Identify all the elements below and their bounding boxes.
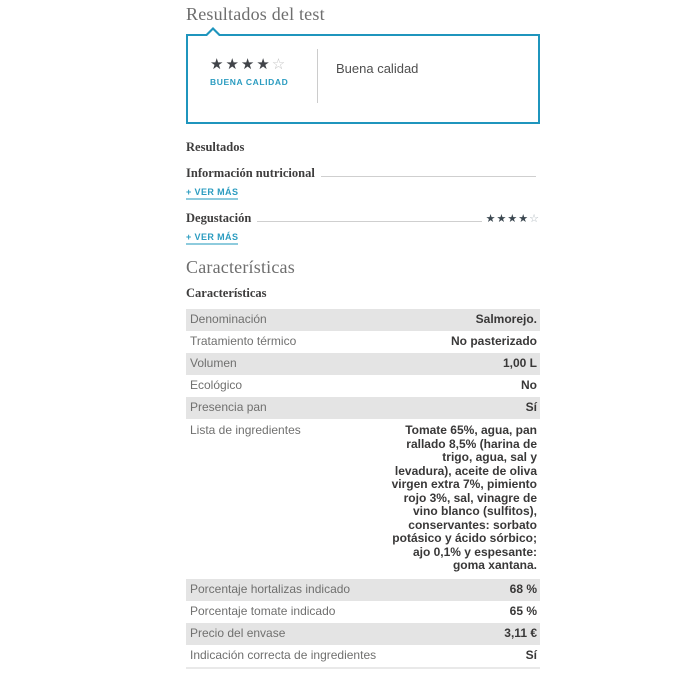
table-row-ingredients xyxy=(186,419,540,579)
row-value: No pasterizado xyxy=(450,334,537,349)
row-value: 1,00 L xyxy=(502,356,537,371)
row-label: Denominación xyxy=(190,312,267,327)
table-row xyxy=(186,645,540,667)
star-empty: ☆ xyxy=(529,213,540,225)
table-row xyxy=(186,397,540,419)
row-label: Porcentaje tomate indicado xyxy=(190,603,336,618)
row-label: Indicación correcta de ingredientes xyxy=(190,647,377,662)
stars-filled: ★★★★ xyxy=(485,213,530,225)
row-label: Lista de ingredientes xyxy=(190,423,301,437)
result-row-label: Información nutricional xyxy=(186,166,315,180)
result-row-nutrition xyxy=(186,166,540,180)
row-value: 65 % xyxy=(509,603,537,618)
rating-summary-text: Buena calidad xyxy=(336,61,419,76)
rating-label: BUENA CALIDAD xyxy=(210,77,289,87)
stars-filled: ★★★★ xyxy=(210,56,272,73)
main-content xyxy=(186,0,540,669)
table-row xyxy=(186,309,540,331)
row-value: No xyxy=(521,378,537,393)
bottom-divider xyxy=(186,667,540,669)
row-value: Salmorejo. xyxy=(475,312,537,327)
table-row xyxy=(186,353,540,375)
row-value: 3,11 € xyxy=(504,625,537,640)
caret-up-icon xyxy=(204,27,222,36)
row-label: Tratamiento térmico xyxy=(190,334,297,349)
row-label: Precio del envase xyxy=(190,625,286,640)
rating-block xyxy=(188,36,317,122)
characteristics-table xyxy=(186,309,540,669)
table-row xyxy=(186,331,540,353)
characteristics-heading: Características xyxy=(186,257,295,277)
table-row xyxy=(186,601,540,623)
row-label: Presencia pan xyxy=(190,400,267,415)
results-section-heading: Resultados xyxy=(186,140,245,154)
page-title: Resultados del test xyxy=(186,4,325,24)
star-rating-icon xyxy=(486,213,540,225)
star-empty: ☆ xyxy=(271,56,288,73)
leader-line xyxy=(321,176,536,177)
test-result-summary-box xyxy=(186,34,540,124)
row-value: Tomate 65%, agua, pan rallado 8,5% (harina de trigo, agua, sal y levadura), aceite de oliva virgen extra 7%, pimiento rojo 3%, sal, vinagre de vino blanco (sulfitos), conservantes: sorbato potásico y ácido sórbico; ajo 0,1% y espesante: goma xantana. xyxy=(391,423,537,572)
row-value: Sí xyxy=(525,647,537,662)
table-row xyxy=(186,623,540,645)
row-value: Sí xyxy=(525,400,537,415)
row-label: Ecológico xyxy=(190,378,243,393)
table-row xyxy=(186,579,540,601)
row-value: 68 % xyxy=(509,581,537,596)
leader-line xyxy=(257,221,481,222)
ver-mas-link-nutrition[interactable]: + VER MÁS xyxy=(186,187,238,200)
result-row-label: Degustación xyxy=(186,211,252,225)
characteristics-subheading: Características xyxy=(186,286,267,300)
ver-mas-link-tasting[interactable]: + VER MÁS xyxy=(186,232,238,245)
table-row xyxy=(186,375,540,397)
star-rating-icon xyxy=(210,57,317,73)
row-label: Porcentaje hortalizas indicado xyxy=(190,581,351,596)
result-row-tasting xyxy=(186,211,540,225)
row-label: Volumen xyxy=(190,356,237,371)
